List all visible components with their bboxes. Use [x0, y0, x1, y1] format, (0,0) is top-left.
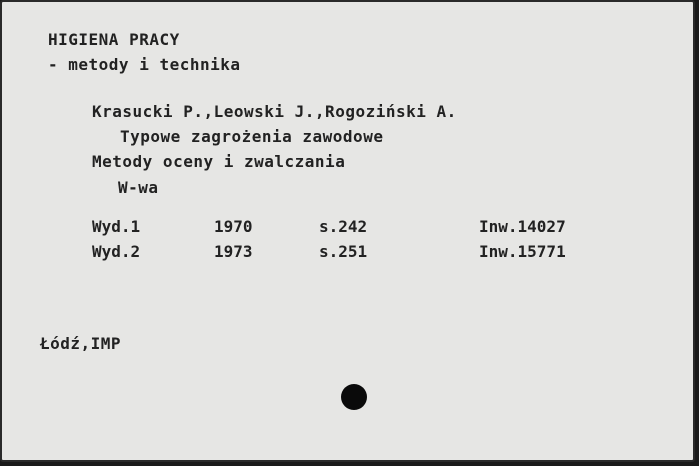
edition-pages: s.251: [319, 242, 368, 261]
authors: Krasucki P.,Leowski J.,Rogoziński A.: [92, 102, 457, 121]
subject-subheading: - metody i technika: [48, 55, 241, 74]
edition-number: Wyd.1: [92, 217, 141, 236]
publication-place: W-wa: [118, 178, 159, 197]
inventory-number: Inw.15771: [479, 242, 566, 261]
title-line-2: Metody oceny i zwalczania: [92, 152, 346, 171]
subject-heading: HIGIENA PRACY: [48, 30, 180, 49]
edition-number: Wyd.2: [92, 242, 141, 261]
title-line-1: Typowe zagrożenia zawodowe: [120, 127, 384, 146]
edition-pages: s.242: [319, 217, 368, 236]
edition-year: 1970: [214, 217, 253, 236]
inventory-number: Inw.14027: [479, 217, 566, 236]
punch-hole: [341, 384, 367, 410]
publisher: Łódź,IMP: [40, 334, 122, 353]
edition-year: 1973: [214, 242, 253, 261]
